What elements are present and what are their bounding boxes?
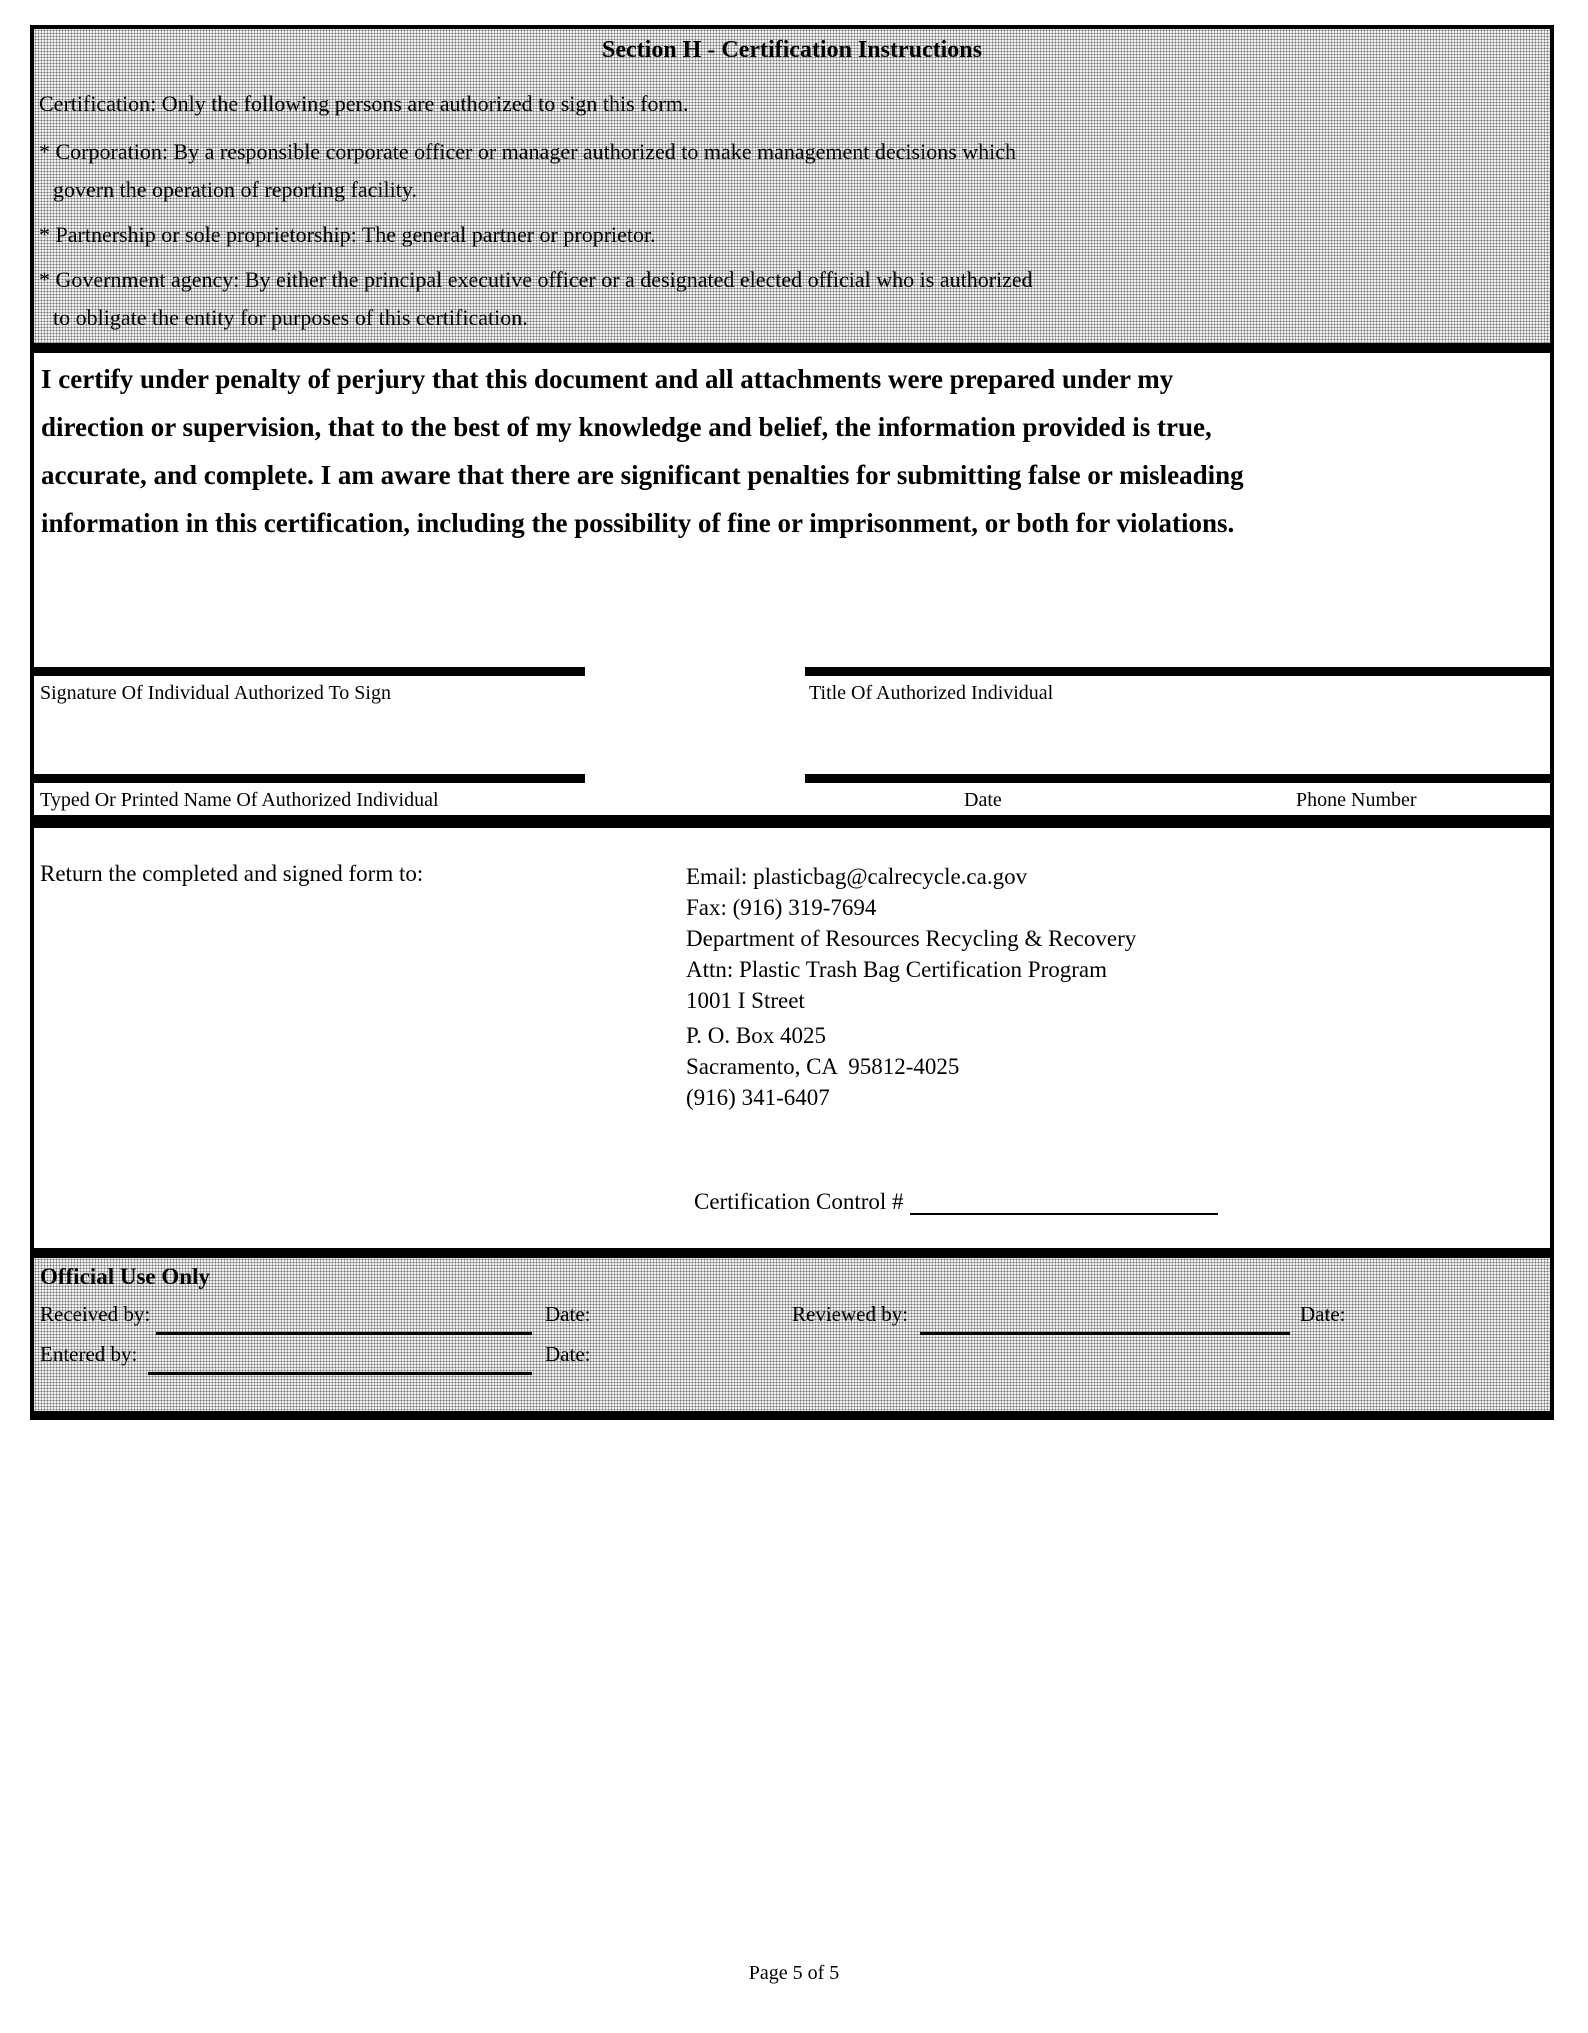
certification-form bbox=[30, 25, 1554, 1420]
instruction-government-1: * Government agency: By either the principal executive officer or a designated elected official who is authorized bbox=[39, 267, 1033, 292]
address-line-department: Department of Resources Recycling & Recovery bbox=[686, 926, 1137, 951]
statement-line: information in this certification, including the possibility of fine or imprisonment, or both for violations. bbox=[41, 508, 1235, 538]
statement-line: accurate, and complete. I am aware that there are significant penalties for submitting false or misleading bbox=[41, 460, 1244, 490]
instruction-corporation-1: * Corporation: By a responsible corporate officer or manager authorized to make management decisions which bbox=[39, 139, 1017, 164]
instruction-intro: Certification: Only the following persons are authorized to sign this form. bbox=[39, 91, 689, 116]
section-h-instructions bbox=[34, 29, 1550, 343]
page-number: Page 5 of 5 bbox=[748, 1962, 840, 1984]
address-line-phone: (916) 341-6407 bbox=[686, 1085, 830, 1110]
received-date-label: Date: bbox=[545, 1302, 591, 1326]
date-phone-underline bbox=[805, 774, 1550, 783]
entered-by-blank bbox=[148, 1372, 532, 1375]
title-label: Title Of Authorized Individual bbox=[809, 682, 1054, 704]
certification-control-row bbox=[694, 1187, 1218, 1215]
address-line-city: Sacramento, CA 95812-4025 bbox=[686, 1054, 960, 1079]
section-title: Section H - Certification Instructions bbox=[602, 37, 982, 63]
signature-label: Signature Of Individual Authorized To Sign bbox=[40, 682, 391, 704]
address-line-email: Email: plasticbag@calrecycle.ca.gov bbox=[686, 864, 1028, 889]
return-instructions-label: Return the completed and signed form to: bbox=[40, 861, 424, 886]
statement-line: direction or supervision, that to the best of my knowledge and belief, the information provided is true, bbox=[41, 412, 1212, 442]
reviewed-date-label: Date: bbox=[1300, 1302, 1346, 1326]
address-line-pobox: P. O. Box 4025 bbox=[686, 1023, 826, 1048]
address-line-attn: Attn: Plastic Trash Bag Certification Program bbox=[686, 957, 1107, 982]
instruction-corporation-2: govern the operation of reporting facility. bbox=[53, 177, 417, 202]
section-divider-middle bbox=[34, 815, 1550, 828]
official-use-section bbox=[34, 1258, 1550, 1411]
official-use-title: Official Use Only bbox=[40, 1264, 210, 1289]
reviewed-by-label: Reviewed by: bbox=[792, 1302, 909, 1326]
title-underline bbox=[805, 667, 1550, 676]
address-line-street: 1001 I Street bbox=[686, 988, 805, 1013]
statement-line: I certify under penalty of perjury that this document and all attachments were prepared under my bbox=[41, 364, 1174, 394]
certification-statement bbox=[41, 355, 1546, 547]
phone-number-label: Phone Number bbox=[1296, 789, 1417, 811]
instruction-partnership: * Partnership or sole proprietorship: The general partner or proprietor. bbox=[39, 222, 656, 247]
address-line-fax: Fax: (916) 319-7694 bbox=[686, 895, 877, 920]
printed-name-underline bbox=[34, 774, 585, 783]
date-label: Date bbox=[964, 789, 1002, 811]
entered-by-label: Entered by: bbox=[40, 1342, 138, 1366]
received-by-label: Received by: bbox=[40, 1302, 151, 1326]
reviewed-by-blank bbox=[920, 1332, 1290, 1335]
printed-name-label: Typed Or Printed Name Of Authorized Individual bbox=[40, 789, 439, 811]
received-by-blank bbox=[156, 1332, 532, 1335]
certification-control-blank bbox=[910, 1187, 1218, 1215]
instruction-government-2: to obligate the entity for purposes of this certification. bbox=[53, 305, 528, 330]
return-address-block bbox=[686, 861, 1136, 1113]
section-divider-bottom bbox=[34, 1248, 1550, 1258]
certification-control-label: Certification Control # bbox=[694, 1189, 904, 1214]
section-divider-top bbox=[34, 343, 1550, 353]
entered-date-label: Date: bbox=[545, 1342, 591, 1366]
signature-underline bbox=[34, 667, 585, 676]
